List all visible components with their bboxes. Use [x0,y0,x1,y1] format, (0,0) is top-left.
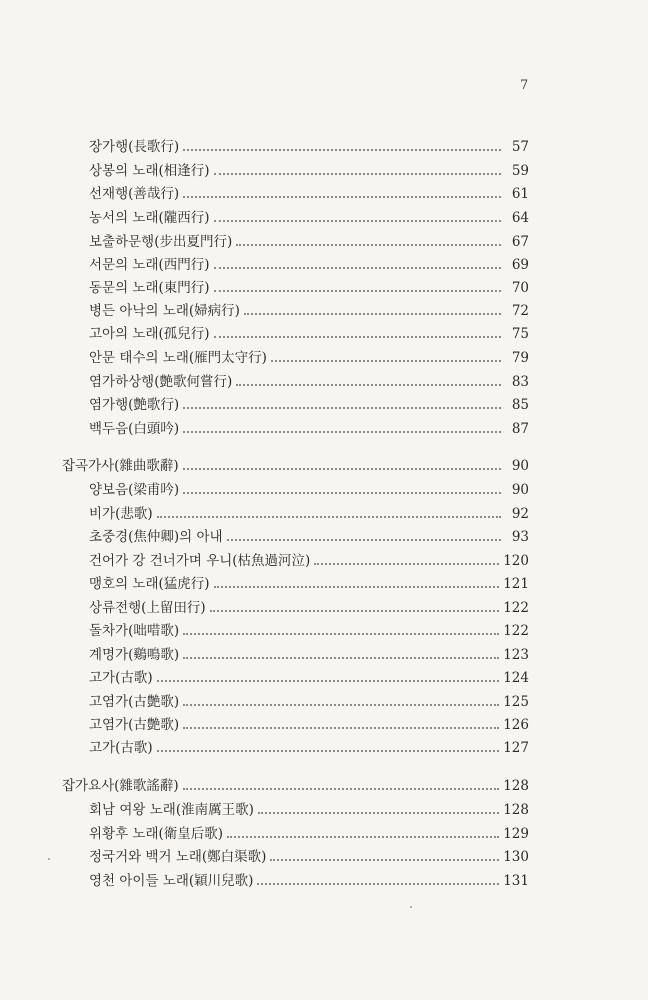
leader-dots [314,562,499,565]
toc-entry[interactable] [89,393,529,417]
leader-dots [210,609,500,612]
toc-entry[interactable] [89,135,529,159]
toc-entry-title: 양보음(梁甫吟) [89,482,180,498]
toc-entry-title: 서문의 노래(西門行) [89,257,210,273]
toc-entry-title: 염가행(艶歌行) [89,397,180,413]
toc-entry-title: 고염가(古艶歌) [89,694,180,710]
toc-entry[interactable] [89,417,529,441]
toc-entry[interactable] [89,159,529,183]
toc-entry-title: 장가행(長歌行) [89,139,180,155]
toc-entry[interactable] [89,572,529,596]
toc-entry-page: 83 [511,374,529,390]
toc-entry-page: 61 [511,186,529,202]
leader-dots [244,312,501,315]
leader-dots [183,467,501,470]
leader-dots [157,515,501,518]
leader-dots [236,243,501,246]
toc-entry-page: 93 [511,529,529,545]
toc-entry-page: 57 [511,139,529,155]
leader-dots [183,491,501,494]
toc-entry[interactable] [89,370,529,394]
toc-entry-title: 상봉의 노래(相逢行) [89,163,210,179]
toc-entry[interactable] [89,845,529,869]
toc-entry[interactable] [89,346,529,370]
toc-entry-page: 70 [511,280,529,296]
toc-entry[interactable] [89,619,529,643]
toc-entry[interactable] [89,713,529,737]
toc-entry-title: 병든 아낙의 노래(婦病行) [89,303,240,319]
leader-dots [183,406,501,409]
toc-entry-page: 72 [511,303,529,319]
paper-speck [410,906,412,908]
leader-dots [214,335,501,338]
leader-dots [183,632,499,635]
leader-dots [157,749,500,752]
toc-entry-title: 건어가 강 건너가며 우니(枯魚過河泣) [89,553,311,569]
toc-entry-page: 128 [503,802,529,818]
toc-entry[interactable] [89,869,529,893]
toc-entry-title: 초중경(焦仲卿)의 아내 [89,529,223,545]
toc-entry-page: 120 [503,553,529,569]
leader-dots [157,679,500,682]
leader-dots [214,172,501,175]
toc-entry-page: 126 [503,717,529,733]
toc-entry-title: 회남 여왕 노래(淮南厲王歌) [89,802,254,818]
toc-entry[interactable] [89,253,529,277]
toc-entry[interactable] [89,299,529,323]
toc-entry-page: 121 [503,576,529,592]
toc-entry[interactable] [89,549,529,573]
toc-entry-page: 125 [503,694,529,710]
leader-dots [214,266,501,269]
toc-entry-page: 67 [511,234,529,250]
toc-entry-page: 124 [503,670,529,686]
toc-section-title: 잡곡가사(雜曲歌辭) [62,458,179,474]
toc-entry-title: 백두음(白頭吟) [89,421,180,437]
leader-dots [214,289,501,292]
toc-section-title: 잡가요사(雜歌謠辭) [62,778,179,794]
toc-entry-page: 122 [503,600,529,616]
toc-entry[interactable] [89,736,529,760]
toc-entry[interactable] [89,182,529,206]
toc-entry-title: 고가(古歌) [89,670,153,686]
toc-entry[interactable] [89,525,529,549]
toc-entry-page: 122 [503,623,529,639]
leader-dots [258,811,499,814]
leader-dots [214,585,500,588]
paper-speck [48,858,50,860]
leader-dots [183,148,501,151]
toc-entry[interactable] [89,322,529,346]
toc-entry-title: 돌차가(咄唶歌) [89,623,180,639]
page-number: 7 [520,78,529,93]
toc-section-heading[interactable] [62,454,529,478]
toc-entry[interactable] [89,690,529,714]
leader-dots [271,359,501,362]
leader-dots [183,787,500,790]
toc-entry-page: 123 [503,647,529,663]
toc-entry[interactable] [89,230,529,254]
toc-entry-page: 79 [511,350,529,366]
toc-entry[interactable] [89,798,529,822]
toc-entry[interactable] [89,822,529,846]
toc-entry[interactable] [89,643,529,667]
toc-entry-title: 보출하문행(步出夏門行) [89,234,233,250]
toc-entry[interactable] [89,478,529,502]
toc-entry-page: 64 [511,210,529,226]
leader-dots [183,703,499,706]
toc-entry-page: 59 [511,163,529,179]
toc-entry-title: 계명가(鷄鳴歌) [89,647,180,663]
toc-entry-page: 90 [511,482,529,498]
toc-entry-title: 고가(古歌) [89,740,153,756]
toc-entry-page: 92 [511,506,529,522]
toc-entry-title: 맹호의 노래(猛虎行) [89,576,210,592]
toc-entry-page: 75 [511,326,529,342]
toc-entry-title: 정국거와 백거 노래(鄭白渠歌) [89,849,267,865]
toc-entry[interactable] [89,502,529,526]
leader-dots [183,656,499,659]
toc-entry-title: 동문의 노래(東門行) [89,280,210,296]
toc-entry-title: 비가(悲歌) [89,506,153,522]
leader-dots [257,882,499,885]
toc-entry-title: 안문 태수의 노래(雁門太守行) [89,350,267,366]
toc-section-page: 90 [511,458,529,474]
leader-dots [183,195,501,198]
toc-section-page: 128 [503,778,529,794]
leader-dots [183,726,499,729]
toc-section-heading[interactable] [62,774,529,798]
toc-entry-page: 129 [503,826,529,842]
toc-entry[interactable] [89,666,529,690]
leader-dots [214,219,501,222]
toc-entry-page: 131 [503,873,529,889]
leader-dots [270,858,499,861]
toc-entry-page: 127 [503,740,529,756]
toc-entry[interactable] [89,276,529,300]
leader-dots [227,835,499,838]
toc-entry-title: 염가하상행(艶歌何嘗行) [89,374,233,390]
leader-dots [183,430,501,433]
toc-entry-title: 위황후 노래(衛皇后歌) [89,826,224,842]
toc-entry-page: 87 [511,421,529,437]
toc-entry-title: 영천 아이들 노래(穎川兒歌) [89,873,254,889]
toc-entry-page: 85 [511,397,529,413]
toc-entry-page: 130 [503,849,529,865]
leader-dots [236,383,501,386]
leader-dots [227,538,501,541]
toc-entry[interactable] [89,596,529,620]
toc-entry-title: 고염가(古艶歌) [89,717,180,733]
toc-entry-title: 선재행(善哉行) [89,186,180,202]
toc-entry-title: 상류전행(上留田行) [89,600,206,616]
toc-entry-page: 69 [511,257,529,273]
toc-entry[interactable] [89,206,529,230]
toc-entry-title: 고아의 노래(孤兒行) [89,326,210,342]
toc-entry-title: 농서의 노래(隴西行) [89,210,210,226]
